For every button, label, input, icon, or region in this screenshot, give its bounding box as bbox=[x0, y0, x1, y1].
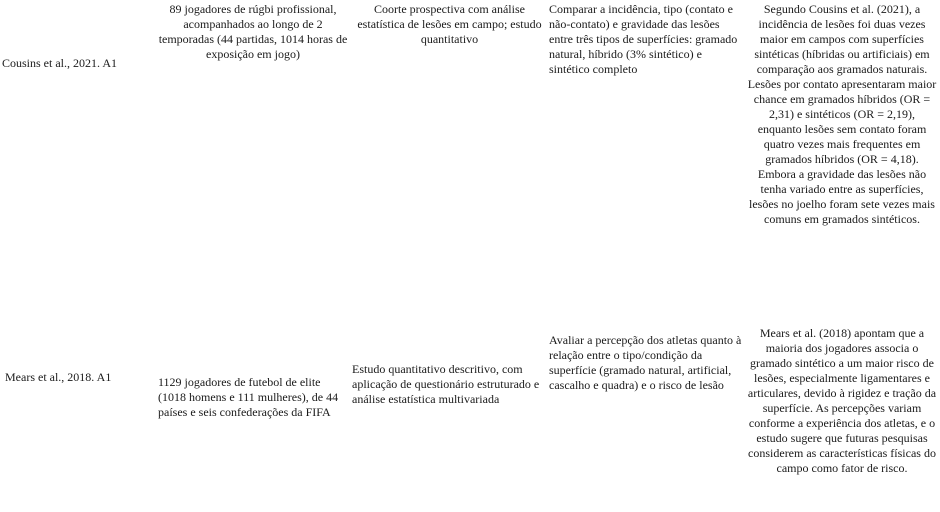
method-cell: Coorte prospectiva com análise estatística de lesões em campo; estudo quantitativo bbox=[357, 2, 542, 46]
population-cell: 1129 jogadores de futebol de elite (1018 homens e 111 mulheres), de 44 países e seis confederações da FIFA bbox=[158, 375, 339, 419]
objective-cell: Avaliar a percepção dos atletas quanto à relação entre o tipo/condição da superfície (gramado natural, artificial, cascalho e quadra) e o risco de lesão bbox=[549, 333, 742, 392]
table-row bbox=[0, 310, 940, 512]
results-cell: Mears et al. (2018) apontam que a maioria dos jogadores associa o gramado sintético a um maior risco de lesões, especialmente ligamentares e articulares, devido à rigidez e tração da superfície. As percepções variam conforme a experiência dos atletas, e o estudo sugere que futuras pesquisas considerem as características físicas do campo como fator de risco. bbox=[747, 326, 937, 475]
reference-cell: Mears et al., 2018. A1 bbox=[5, 370, 112, 384]
population-cell: 89 jogadores de rúgbi profissional, acompanhados ao longo de 2 temporadas (44 partidas, 1014 horas de exposição em jogo) bbox=[158, 2, 348, 61]
objective-cell: Comparar a incidência, tipo (contato e não-contato) e gravidade das lesões entre três tipos de superfícies: gramado natural, híbrido (3% sintético) e sintético completo bbox=[549, 2, 738, 76]
results-cell: Segundo Cousins et al. (2021), a incidência de lesões foi duas vezes maior em campos com superfícies sintéticas (híbridas ou artificiais) em comparação aos gramados naturais. Lesões por contato apresentaram maior chance em gramados híbridos (OR = 2,31) e sintéticos (OR = 2,19), enquanto lesões sem contato foram quatro vezes mais frequentes em gramados híbridos (OR = 4,18). Embora a gravidade das lesões não tenha variado entre as superfícies, lesões no joelho foram sete vezes mais comuns em gramados sintéticos. bbox=[747, 2, 937, 226]
reference-cell: Cousins et al., 2021. A1 bbox=[2, 56, 118, 70]
method-cell: Estudo quantitativo descritivo, com aplicação de questionário estruturado e análise estatística multivariada bbox=[352, 362, 540, 406]
